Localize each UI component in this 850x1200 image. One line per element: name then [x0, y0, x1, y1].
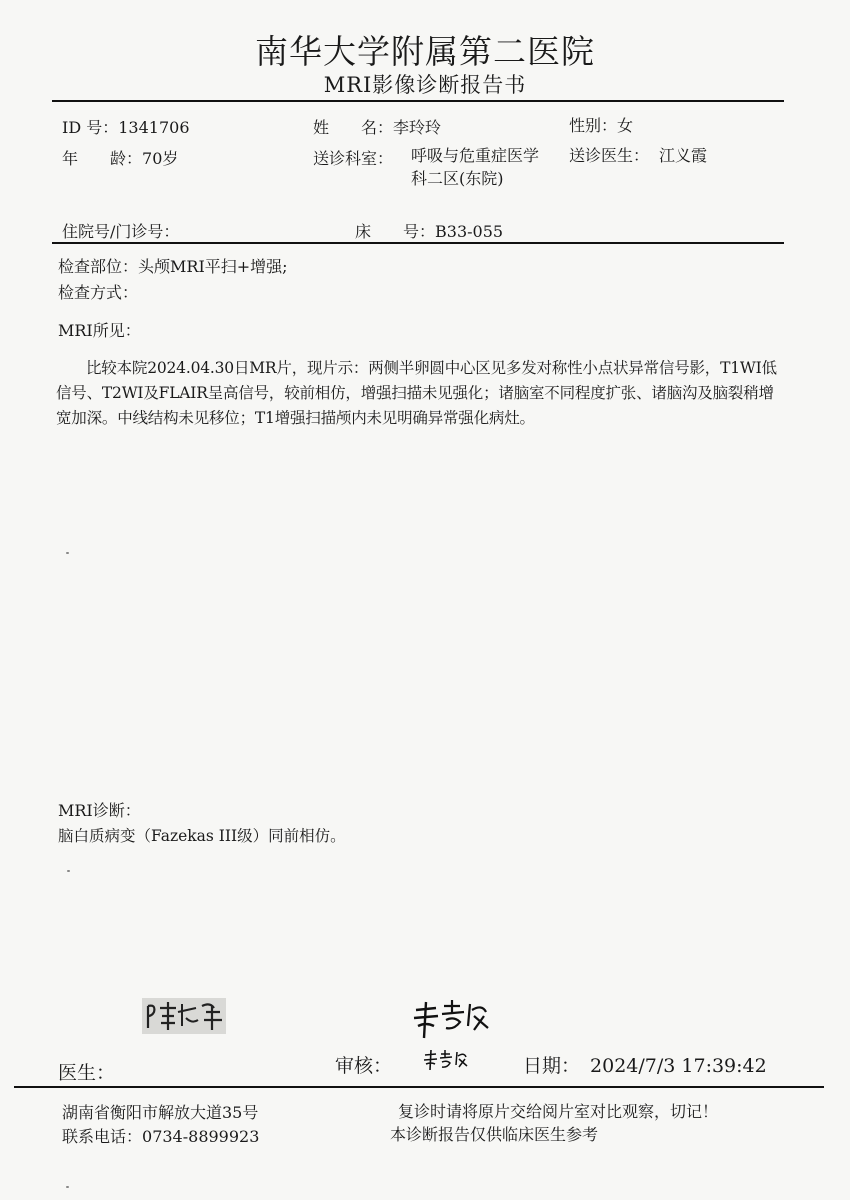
exam-part-label: 检查部位：: [58, 257, 139, 276]
patient-name: [313, 115, 441, 138]
patient-sex: [569, 113, 633, 136]
scan-speck: [67, 870, 70, 872]
contact-phone-label: 联系电话：: [62, 1127, 143, 1146]
findings-text: [56, 356, 788, 431]
exam-method-label: 检查方式：: [58, 283, 139, 302]
admission-number-label: 住院号/门诊号：: [62, 222, 180, 241]
report-date-value: 2024/7/3 17:39:42: [590, 1055, 767, 1077]
patient-sex-value: 女: [617, 116, 634, 135]
reviewer-signature: [410, 996, 494, 1042]
patient-sex-label: 性别：: [569, 116, 618, 135]
patient-id-label: ID 号：: [62, 118, 119, 137]
referring-dept-value: 呼吸与危重症医学科二区(东院): [411, 146, 540, 188]
report-date: [523, 1051, 767, 1078]
exam-part-value: 头颅MRI平扫+增强;: [138, 257, 288, 276]
patient-id: [62, 115, 190, 138]
referring-doctor: [569, 143, 707, 166]
patient-id-value: 1341706: [118, 118, 190, 137]
exam-method: [58, 280, 138, 303]
patient-age-value: 70岁: [142, 149, 179, 168]
report-date-label: 日期：: [523, 1055, 581, 1077]
bed-number-label: 床 号：: [355, 222, 436, 241]
reference-notice: 本诊断报告仅供临床医生参考: [390, 1125, 599, 1144]
hospital-name: 南华大学附属第二医院: [255, 32, 595, 71]
hospital-address: 湖南省衡阳市解放大道35号: [62, 1103, 259, 1122]
contact-phone: [62, 1124, 259, 1147]
patient-name-label: 姓 名：: [313, 118, 394, 137]
admission-number: [62, 219, 179, 242]
reviewer-signature-small-graphic: [422, 1048, 472, 1072]
scan-speck: [66, 1186, 69, 1188]
referring-doctor-value: 江义霞: [659, 146, 708, 165]
referring-doctor-label: 送诊医生：: [569, 146, 650, 165]
info-rule: [52, 242, 784, 244]
reviewer-signature-graphic: [410, 996, 494, 1042]
diagnosis-label: MRI诊断：: [58, 801, 141, 820]
reviewer-signature-small: [422, 1048, 472, 1072]
bed-number-value: B33-055: [435, 222, 504, 241]
patient-age-label: 年 龄：: [62, 149, 143, 168]
bed-number: [355, 219, 503, 242]
patient-age: [62, 146, 178, 169]
findings-text-content: 比较本院2024.04.30日MR片，现片示：两侧半卵圆中心区见多发对称性小点状异常信号影，T1WI低信号、T2WI及FLAIR呈高信号，较前相仿，增强扫描未见强化；诸脑室不同程度扩张、诸脑沟及脑裂稍增宽加深。中线结构未见移位；T1增强扫描颅内未见明确异常强化病灶。: [56, 359, 777, 427]
findings-label: MRI所见：: [58, 321, 141, 340]
doctor-signature: [140, 994, 228, 1038]
footer-rule: [14, 1086, 824, 1088]
reviewer-label: 审核：: [335, 1055, 393, 1077]
scan-speck: [66, 552, 69, 554]
followup-notice: 复诊时请将原片交给阅片室对比观察，切记！: [398, 1102, 719, 1121]
referring-dept-label: 送诊科室：: [313, 149, 394, 168]
exam-part: [58, 254, 288, 277]
diagnosis-text: 脑白质病变（Fazekas III级）同前相仿。: [58, 827, 346, 845]
report-title: MRI影像诊断报告书: [323, 73, 527, 97]
contact-phone-value: 0734-8899923: [142, 1127, 260, 1146]
doctor-signature-graphic: [140, 994, 228, 1038]
header-rule: [52, 100, 784, 102]
doctor-label: 医生：: [58, 1062, 116, 1084]
patient-name-value: 李玲玲: [393, 118, 442, 137]
